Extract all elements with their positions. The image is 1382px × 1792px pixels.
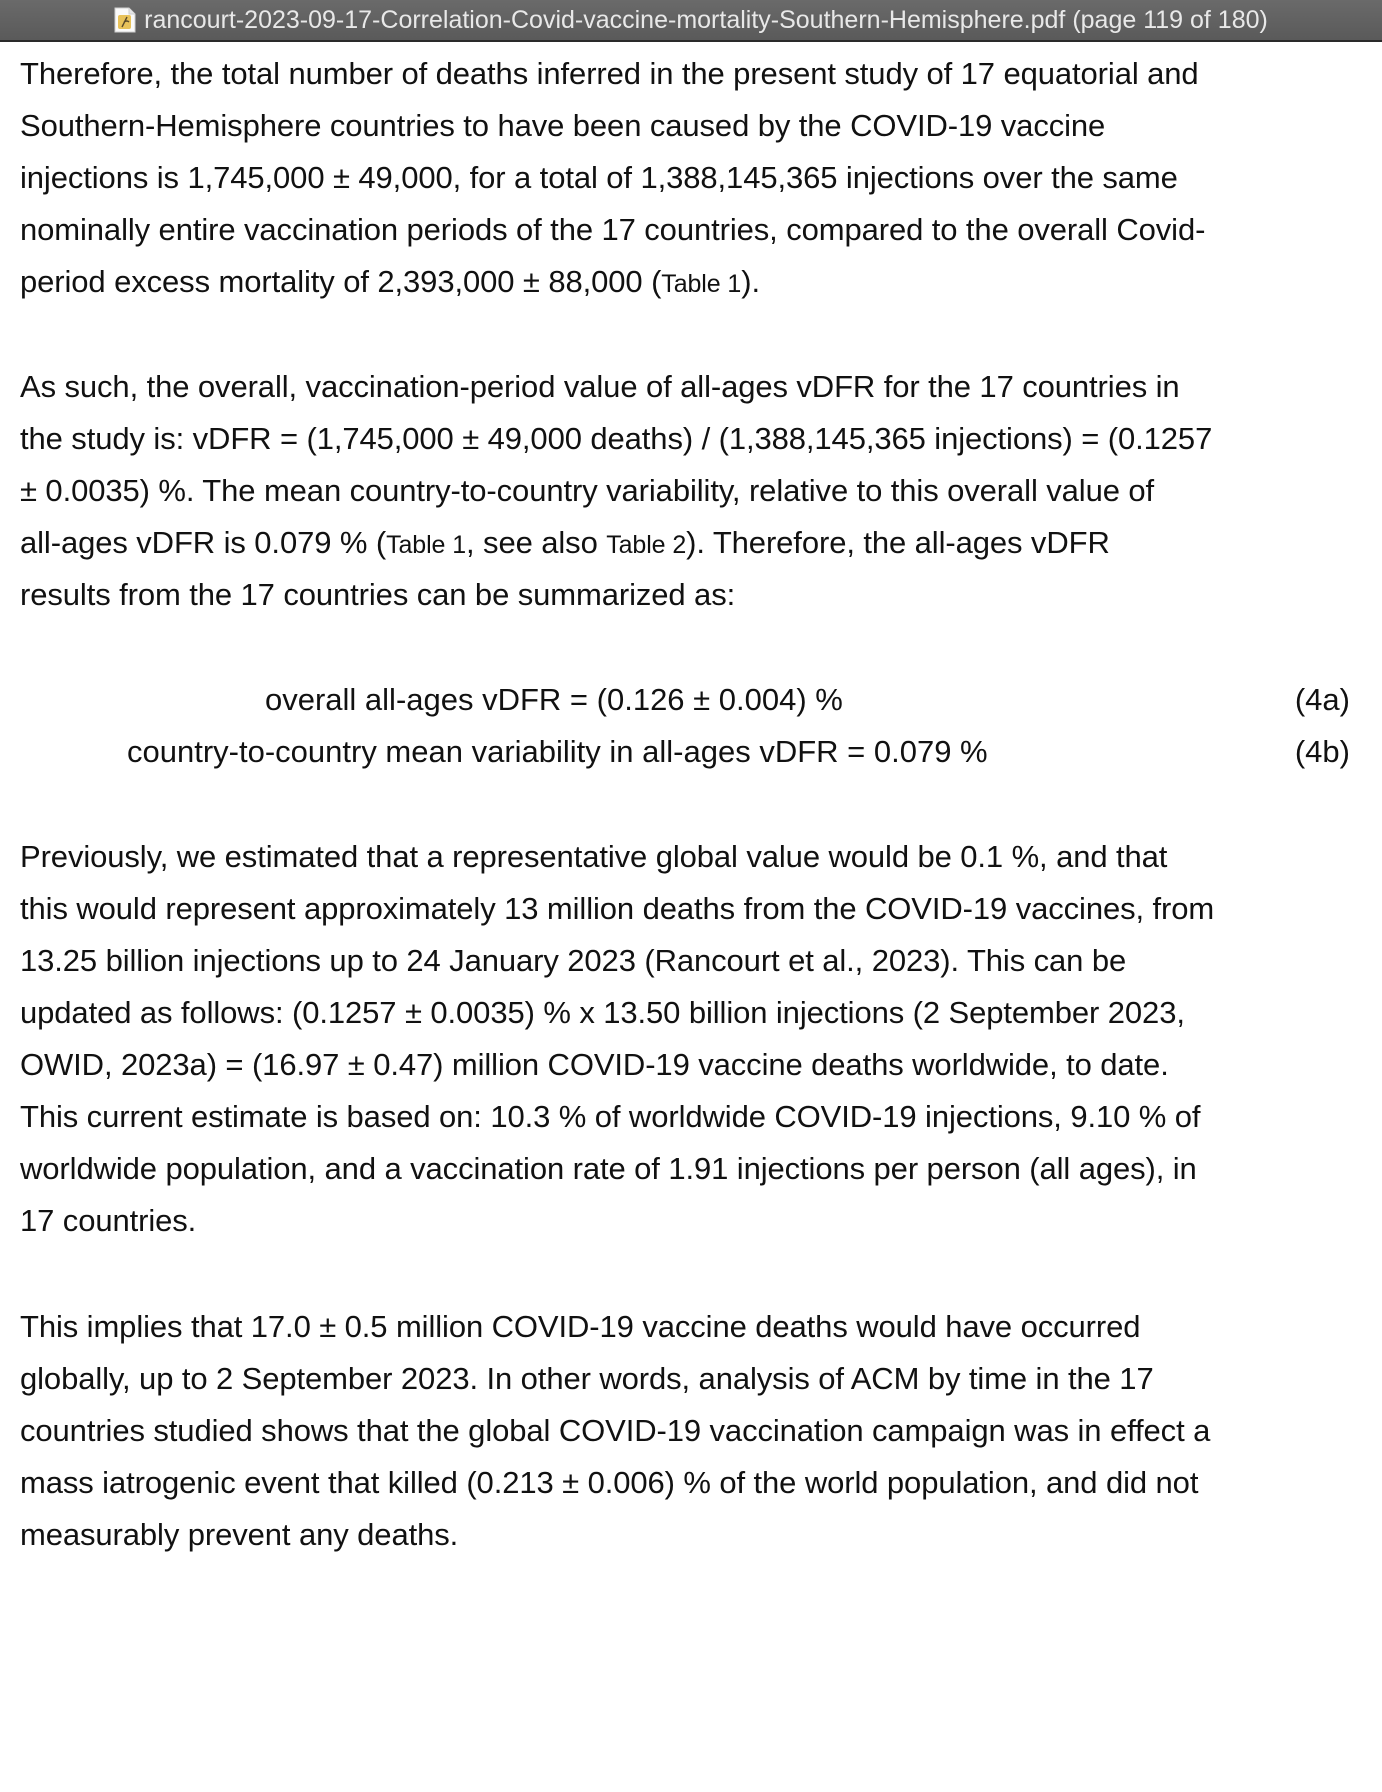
text-line: the study is: vDFR = (1,745,000 ± 49,000 deaths) / (1,388,145,365 injections) = (0.1257 (20, 421, 1213, 456)
text-line: this would represent approximately 13 million deaths from the COVID-19 vaccines, from (20, 891, 1215, 926)
text-span: period excess mortality of 2,393,000 ± 88,000 ( (20, 264, 662, 299)
text-line: Southern-Hemisphere countries to have been caused by the COVID-19 vaccine (20, 108, 1106, 143)
text-line: OWID, 2023a) = (16.97 ± 0.47) million COVID-19 vaccine deaths worldwide, to date. (20, 1047, 1169, 1082)
window-title: rancourt-2023-09-17-Correlation-Covid-vaccine-mortality-Southern-Hemisphere.pdf (page 119 of 180) (144, 5, 1268, 34)
text-line: This current estimate is based on: 10.3 % of worldwide COVID-19 injections, 9.10 % of (20, 1099, 1201, 1134)
text-line: measurably prevent any deaths. (20, 1517, 459, 1552)
window-title-bar (0, 0, 1382, 42)
equation-text: overall all-ages vDFR = (0.126 ± 0.004) % (265, 682, 843, 717)
text-line: mass iatrogenic event that killed (0.213 ± 0.006) % of the world population, and did not (20, 1465, 1199, 1500)
paragraph-3 (20, 831, 1382, 1247)
pdf-document-icon (114, 7, 136, 33)
equation-text: country-to-country mean variability in all-ages vDFR = 0.079 % (127, 734, 988, 769)
text-line: worldwide population, and a vaccination rate of 1.91 injections per person (all ages), in (20, 1151, 1197, 1186)
equation-4a (20, 674, 1350, 726)
text-line: results from the 17 countries can be summarized as: (20, 577, 736, 612)
table-2-reference-link[interactable]: Table 2 (606, 531, 687, 559)
text-line: This implies that 17.0 ± 0.5 million COVID-19 vaccine deaths would have occurred (20, 1309, 1141, 1344)
table-1-reference-link[interactable]: Table 1 (661, 270, 742, 298)
text-span: , see also (466, 525, 607, 560)
text-span: ). Therefore, the all-ages vDFR (686, 525, 1110, 560)
table-1-reference-link[interactable]: Table 1 (386, 531, 467, 559)
equation-4b (20, 726, 1350, 778)
text-line: 13.25 billion injections up to 24 January 2023 (Rancourt et al., 2023). This can be (20, 943, 1127, 978)
text-line: injections is 1,745,000 ± 49,000, for a total of 1,388,145,365 injections over the same (20, 160, 1178, 195)
text-line: 17 countries. (20, 1203, 197, 1238)
equation-number: (4b) (1294, 734, 1350, 769)
text-line: globally, up to 2 September 2023. In other words, analysis of ACM by time in the 17 (20, 1361, 1154, 1396)
text-span: all-ages vDFR is 0.079 % ( (20, 525, 387, 560)
text-line: ± 0.0035) %. The mean country-to-country variability, relative to this overall value of (20, 473, 1155, 508)
text-span: ). (741, 264, 760, 299)
equation-number: (4a) (1294, 682, 1350, 717)
paragraph-1 (20, 48, 1382, 308)
paragraph-4 (20, 1301, 1382, 1561)
text-line: Previously, we estimated that a representative global value would be 0.1 %, and that (20, 839, 1168, 874)
paragraph-2 (20, 361, 1382, 621)
text-line: As such, the overall, vaccination-period value of all-ages vDFR for the 17 countries in (20, 369, 1180, 404)
text-line: updated as follows: (0.1257 ± 0.0035) % x 13.50 billion injections (2 September 2023, (20, 995, 1185, 1030)
text-line (20, 517, 1382, 569)
text-line: Therefore, the total number of deaths inferred in the present study of 17 equatorial and (20, 56, 1199, 91)
text-line: countries studied shows that the global COVID-19 vaccination campaign was in effect a (20, 1413, 1211, 1448)
text-line (20, 256, 1382, 308)
text-line: nominally entire vaccination periods of the 17 countries, compared to the overall Covid- (20, 212, 1206, 247)
